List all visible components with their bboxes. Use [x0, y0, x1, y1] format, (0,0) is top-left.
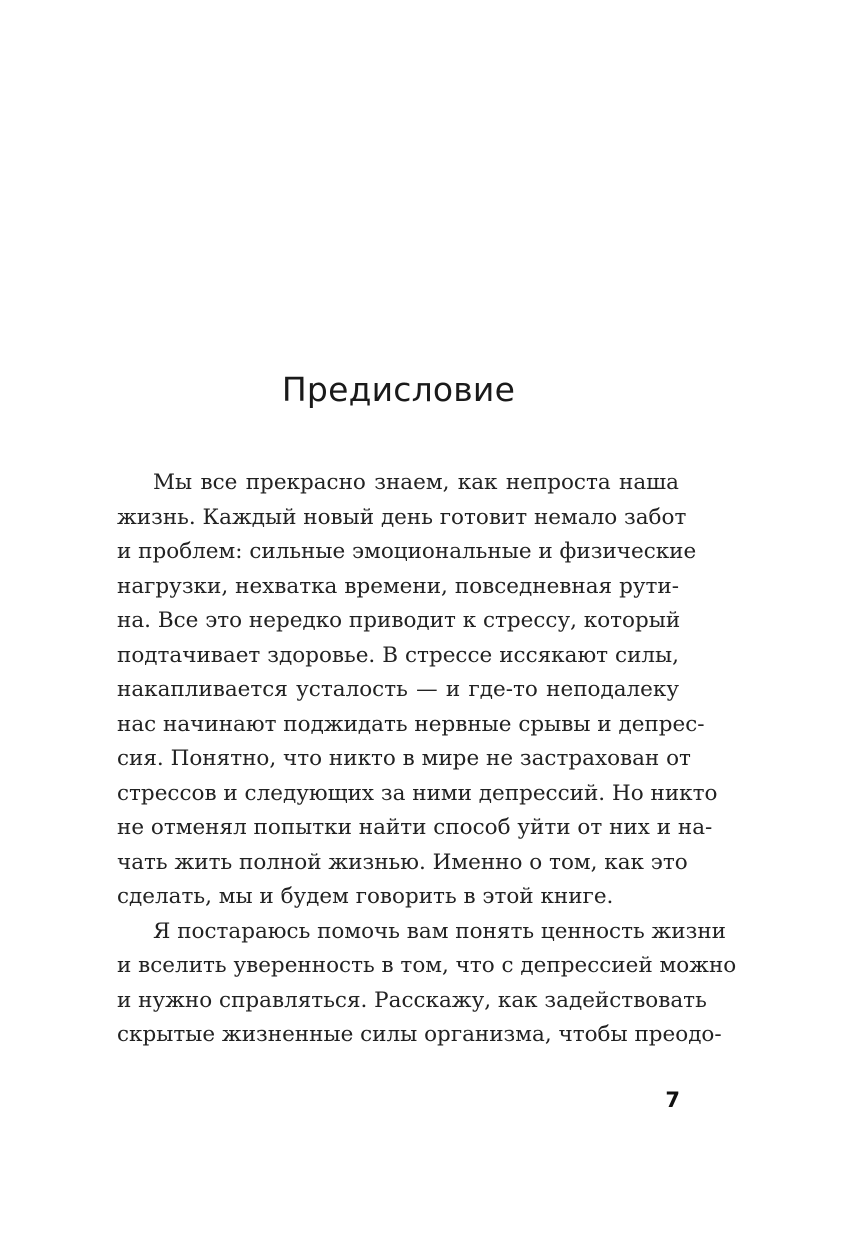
body-text: [117, 466, 737, 1053]
text-line: подтачивает здоровье. В стрессе иссякают силы,: [117, 642, 679, 668]
text-line: и нужно справляться. Расскажу, как задействовать: [117, 987, 707, 1013]
text-line: не отменял попытки найти способ уйти от них и на-: [117, 815, 713, 840]
text-line: накапливается усталость — и где-то неподалеку: [117, 677, 679, 702]
text-line: и проблем: сильные эмоциональные и физические: [117, 539, 697, 564]
text-line: жизнь. Каждый новый день готовит немало забот: [117, 504, 687, 530]
paragraph-1: [117, 466, 718, 915]
text-line: скрытые жизненные силы организма, чтобы преодо-: [117, 1022, 722, 1047]
text-line: на. Все это нередко приводит к стрессу, который: [117, 608, 681, 633]
page-number: 7: [665, 1088, 680, 1112]
text-line: сделать, мы и будем говорить в этой книге.: [117, 884, 614, 909]
text-line: и вселить уверенность в том, что с депрессией можно: [117, 953, 737, 978]
text-line: нас начинают поджидать нервные срывы и депрес-: [117, 711, 705, 737]
text-line: сия. Понятно, что никто в мире не застрахован от: [117, 746, 691, 771]
text-line: стрессов и следующих за ними депрессий. Но никто: [117, 780, 718, 806]
paragraph-2: [117, 915, 737, 1053]
text-line: Мы все прекрасно знаем, как непроста наша: [153, 470, 679, 495]
chapter-title: Предисловие: [281, 370, 516, 409]
text-line: Я постараюсь помочь вам понять ценность жизни: [153, 918, 727, 944]
text-line: чать жить полной жизнью. Именно о том, как это: [117, 849, 688, 875]
text-line: нагрузки, нехватка времени, повседневная рути-: [117, 573, 679, 599]
